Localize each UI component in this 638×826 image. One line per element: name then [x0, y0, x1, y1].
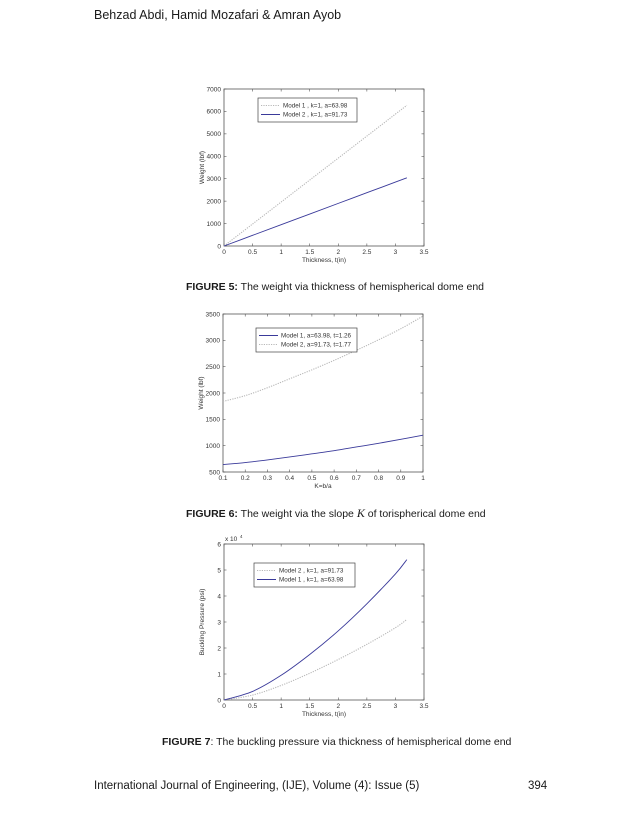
- y-tick-label: 7000: [206, 86, 221, 94]
- x-axis-label: K=b/a: [314, 483, 332, 490]
- y-axis-label: Weight (lbf): [198, 376, 205, 410]
- legend-entry: Model 2 , k=1, a=91.73: [283, 111, 348, 119]
- y-tick-label: 3: [217, 619, 221, 627]
- y-tick-label: 0: [217, 243, 221, 251]
- x-tick-label: 2: [336, 703, 341, 710]
- legend-entry: Model 1, a=63.98, t=1.26: [281, 332, 352, 340]
- x-tick-label: 1.5: [305, 703, 315, 710]
- y-tick-label: 5: [217, 567, 221, 575]
- y-tick-label: 4000: [206, 153, 221, 161]
- x-tick-label: 1: [421, 475, 425, 482]
- y-tick-label: 3500: [205, 311, 220, 319]
- x-tick-label: 0.5: [248, 703, 258, 710]
- x-tick-label: 0.8: [374, 475, 384, 482]
- legend-entry: Model 1 , k=1, a=63.98: [283, 102, 348, 110]
- x-tick-label: 0.5: [307, 475, 317, 482]
- x-tick-label: 1: [279, 703, 283, 710]
- x-axis-label: Thickness, t(in): [301, 711, 347, 718]
- x-tick-label: 1: [279, 249, 283, 256]
- svg-text:4: 4: [240, 534, 243, 539]
- x-tick-label: 0.5: [248, 249, 258, 256]
- y-tick-label: 500: [209, 469, 220, 477]
- x-tick-label: 0: [222, 249, 226, 256]
- y-tick-label: 0: [217, 697, 221, 705]
- y-axis-label: Buckling Pressure (psi): [199, 588, 206, 656]
- x-tick-label: 0.9: [396, 475, 406, 482]
- journal-footer: International Journal of Engineering, (IJE), Volume (4): Issue (5): [94, 780, 420, 792]
- x-tick-label: 3: [393, 249, 398, 256]
- y-tick-label: 2000: [205, 390, 220, 398]
- y-tick-label: 6000: [206, 108, 221, 116]
- y-tick-label: 1500: [205, 416, 220, 424]
- y-tick-label: 1000: [206, 220, 221, 228]
- x-tick-label: 0.4: [285, 475, 295, 482]
- x-tick-label: 2.5: [362, 703, 372, 710]
- y-axis-label: Weight (lbf): [199, 150, 206, 185]
- y-tick-label: 2: [217, 645, 221, 653]
- figure-5-caption: FIGURE 5: The weight via thickness of hemispherical dome end: [186, 281, 485, 293]
- x-tick-label: 3.5: [419, 249, 429, 256]
- y-tick-label: 4: [217, 593, 221, 601]
- y-tick-label: 1000: [205, 442, 220, 450]
- y-tick-label: 1: [217, 671, 221, 679]
- x-tick-label: 0: [222, 703, 226, 710]
- y-tick-label: 5000: [206, 131, 221, 139]
- x-tick-label: 0.1: [218, 475, 228, 482]
- figure-7-caption: FIGURE 7: The buckling pressure via thickness of hemispherical dome end: [162, 736, 512, 748]
- page-number: 394: [528, 780, 548, 792]
- legend-entry: Model 2, a=91.73, t=1.77: [281, 341, 352, 349]
- x-tick-label: 0.3: [262, 475, 272, 482]
- x-tick-label: 3.5: [419, 703, 429, 710]
- running-header: Behzad Abdi, Hamid Mozafari & Amran Ayob: [94, 8, 342, 22]
- y-multiplier: x 10: [225, 536, 238, 543]
- y-tick-label: 3000: [205, 337, 220, 345]
- x-axis-label: Thickness, t(in): [301, 257, 347, 264]
- y-tick-label: 6: [217, 541, 221, 549]
- x-tick-label: 0.2: [240, 475, 250, 482]
- x-tick-label: 2: [336, 249, 341, 256]
- x-tick-label: 0.6: [329, 475, 339, 482]
- legend-entry: Model 1 , k=1, a=63.98: [279, 576, 344, 584]
- y-tick-label: 3000: [206, 176, 221, 184]
- x-tick-label: 1.5: [305, 249, 315, 256]
- x-tick-label: 0.7: [351, 475, 361, 482]
- figure-6-caption: FIGURE 6: The weight via the slope K of torispherical dome end: [186, 506, 486, 520]
- x-tick-label: 2.5: [362, 249, 372, 256]
- y-tick-label: 2500: [205, 363, 220, 371]
- y-tick-label: 2000: [206, 198, 221, 206]
- x-tick-label: 3: [393, 703, 398, 710]
- legend-entry: Model 2 , k=1, a=91.73: [279, 567, 344, 575]
